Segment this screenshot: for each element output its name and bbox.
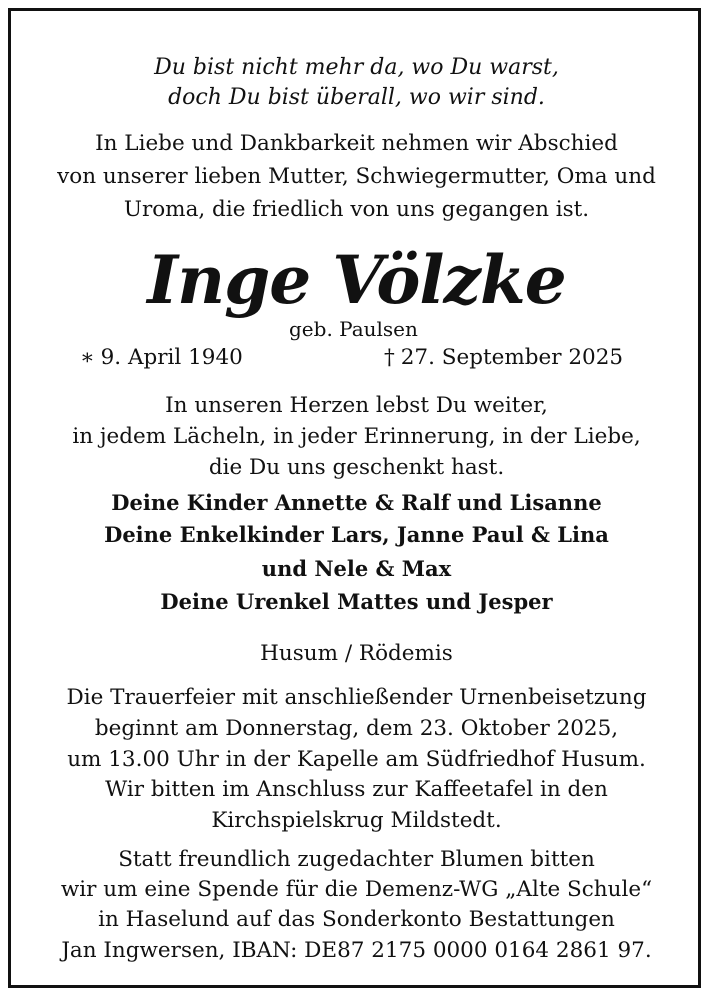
intro-line-1: In Liebe und Dankbarkeit nehmen wir Abschied [95, 131, 618, 156]
motto-line-1: Du bist nicht mehr da, wo Du warst, [154, 55, 559, 80]
donation-line-2: wir um eine Spende für die Demenz-WG „Alte Schule“ [60, 877, 653, 902]
donation-line-3: in Haselund auf das Sonderkonto Bestattungen [98, 907, 615, 932]
mourners-line-4: Deine Urenkel Mattes und Jesper [160, 589, 553, 614]
birth-star-icon: ∗ [80, 345, 95, 370]
birth-date-block [80, 345, 243, 371]
death-cross-icon: † [384, 345, 395, 370]
funeral-line-4: Wir bitten im Anschluss zur Kaffeetafel in den [105, 777, 608, 802]
verse-line-3: die Du uns geschenkt hast. [208, 455, 505, 480]
donation-line-4: Jan Ingwersen, IBAN: DE87 2175 0000 0164 2861 97. [61, 938, 652, 963]
mourners-line-3: und Nele & Max [261, 556, 452, 581]
verse-line-2: in jedem Lächeln, in jeder Erinnerung, in der Liebe, [72, 424, 641, 449]
intro-line-3: Uroma, die friedlich von uns gegangen ist. [123, 197, 590, 222]
funeral-line-2: beginnt am Donnerstag, dem 23. Oktober 2025, [94, 716, 619, 741]
verse-line-1: In unseren Herzen lebst Du weiter, [165, 393, 548, 418]
donation-line-1: Statt freundlich zugedachter Blumen bitten [118, 847, 595, 872]
motto-line-2: doch Du bist überall, wo wir sind. [168, 85, 545, 110]
place-line: Husum / Rödemis [260, 641, 453, 666]
mourners-line-1: Deine Kinder Annette & Ralf und Lisanne [111, 490, 602, 515]
funeral-line-1: Die Trauerfeier mit anschließender Urnenbeisetzung [66, 685, 647, 710]
intro-line-2: von unserer lieben Mutter, Schwiegermutter, Oma und [57, 164, 656, 189]
death-date-block [384, 345, 623, 371]
funeral-line-5: Kirchspielskrug Mildstedt. [211, 808, 502, 833]
maiden-name: geb. Paulsen [289, 317, 418, 341]
birth-date: 9. April 1940 [100, 345, 243, 370]
death-date: 27. September 2025 [400, 345, 624, 370]
mourners-line-2: Deine Enkelkinder Lars, Janne Paul & Lina [104, 522, 609, 547]
deceased-name: Inge Völzke [147, 241, 566, 319]
funeral-line-3: um 13.00 Uhr in der Kapelle am Südfriedhof Husum. [67, 747, 646, 772]
